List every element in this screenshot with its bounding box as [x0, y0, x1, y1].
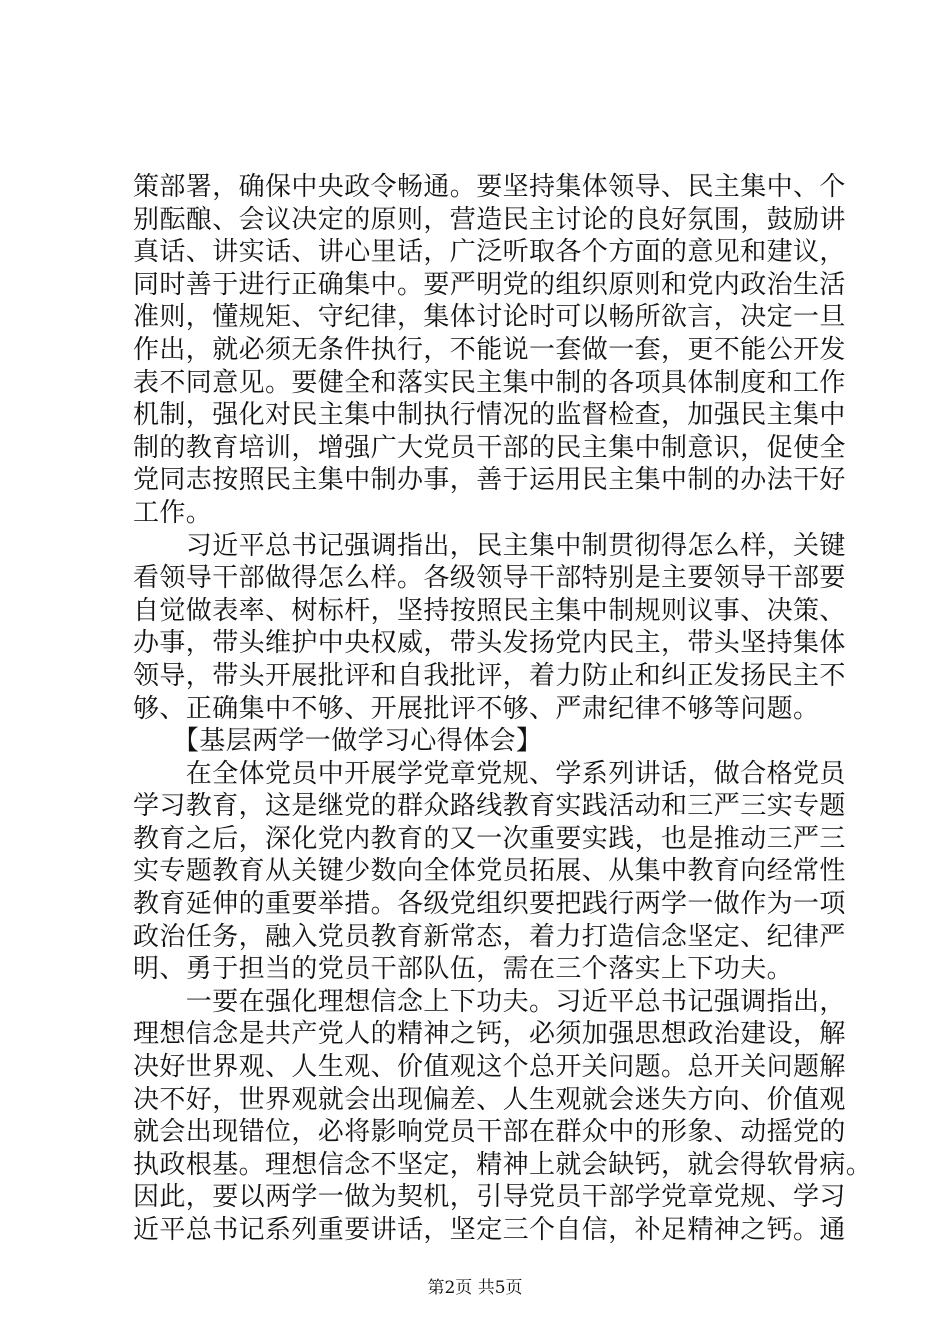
text-line: 机制，强化对民主集中制执行情况的监督检查，加强民主集中	[133, 400, 846, 431]
text-line: 制的教育培训，增强广大党员干部的民主集中制意识，促使全	[133, 432, 846, 463]
text-line: 近平总书记系列重要讲话，坚定三个自信，补足精神之钙。通	[133, 1215, 846, 1245]
text-line: 工作。	[133, 497, 213, 528]
text-line: 理想信念是共产党人的精神之钙，必须加强思想政治建设，解	[133, 1019, 846, 1050]
text-line: 办事，带头维护中央权威，带头发扬党内民主，带头坚持集体	[133, 628, 846, 659]
text-line: 因此，要以两学一做为契机，引导党员干部学党章党规、学习	[133, 1182, 846, 1213]
text-line: 自觉做表率、树标杆，坚持按照民主集中制规则议事、决策、	[133, 595, 846, 626]
section-heading: 【基层两学一做学习心得体会】	[133, 726, 543, 757]
text-line: 表不同意见。要健全和落实民主集中制的各项具体制度和工作	[133, 367, 846, 398]
page-number: 第2页 共5页	[427, 1278, 523, 1298]
text-line: 别酝酿、会议决定的原则，营造民主讨论的良好氛围，鼓励讲	[133, 204, 846, 235]
text-line: 学习教育，这是继党的群众路线教育实践活动和三严三实专题	[133, 791, 846, 822]
text-line: 决好世界观、人生观、价值观这个总开关问题。总开关问题解	[133, 1052, 846, 1083]
text-line: 党同志按照民主集中制办事，善于运用民主集中制的办法干好	[133, 465, 846, 496]
text-line: 看领导干部做得怎么样。各级领导干部特别是主要领导干部要	[133, 563, 846, 594]
text-line: 明、勇于担当的党员干部队伍，需在三个落实上下功夫。	[133, 954, 794, 985]
text-line: 在全体党员中开展学党章党规、学系列讲话，做合格党员	[133, 758, 846, 789]
text-line: 就会出现错位，必将影响党员干部在群众中的形象、动摇党的	[133, 1117, 846, 1148]
text-line: 决不好，世界观就会出现偏差、人生观就会迷失方向、价值观	[133, 1084, 846, 1115]
text-line: 策部署，确保中央政令畅通。要坚持集体领导、民主集中、个	[133, 172, 846, 202]
text-line: 准则，懂规矩、守纪律，集体讨论时可以畅所欲言，决定一旦	[133, 302, 846, 333]
document-body	[133, 171, 873, 1247]
text-line: 作出，就必须无条件执行，不能说一套做一套，更不能公开发	[133, 334, 846, 365]
text-line: 习近平总书记强调指出，民主集中制贯彻得怎么样，关键	[133, 530, 846, 561]
text-line: 教育延伸的重要举措。各级党组织要把践行两学一做作为一项	[133, 889, 846, 920]
text-line: 执政根基。理想信念不坚定，精神上就会缺钙，就会得软骨病。	[133, 1149, 873, 1180]
text-line: 一要在强化理想信念上下功夫。习近平总书记强调指出，	[133, 986, 846, 1017]
text-line: 真话、讲实话、讲心里话，广泛听取各个方面的意见和建议，	[133, 237, 846, 268]
text-line: 同时善于进行正确集中。要严明党的组织原则和党内政治生活	[133, 269, 846, 300]
text-line: 实专题教育从关键少数向全体党员拓展、从集中教育向经常性	[133, 856, 846, 887]
text-line: 教育之后，深化党内教育的又一次重要实践，也是推动三严三	[133, 823, 846, 854]
text-line: 政治任务，融入党员教育新常态，着力打造信念坚定、纪律严	[133, 921, 846, 952]
text-line: 够、正确集中不够、开展批评不够、严肃纪律不够等问题。	[133, 693, 820, 724]
text-line: 领导，带头开展批评和自我批评，着力防止和纠正发扬民主不	[133, 660, 846, 691]
